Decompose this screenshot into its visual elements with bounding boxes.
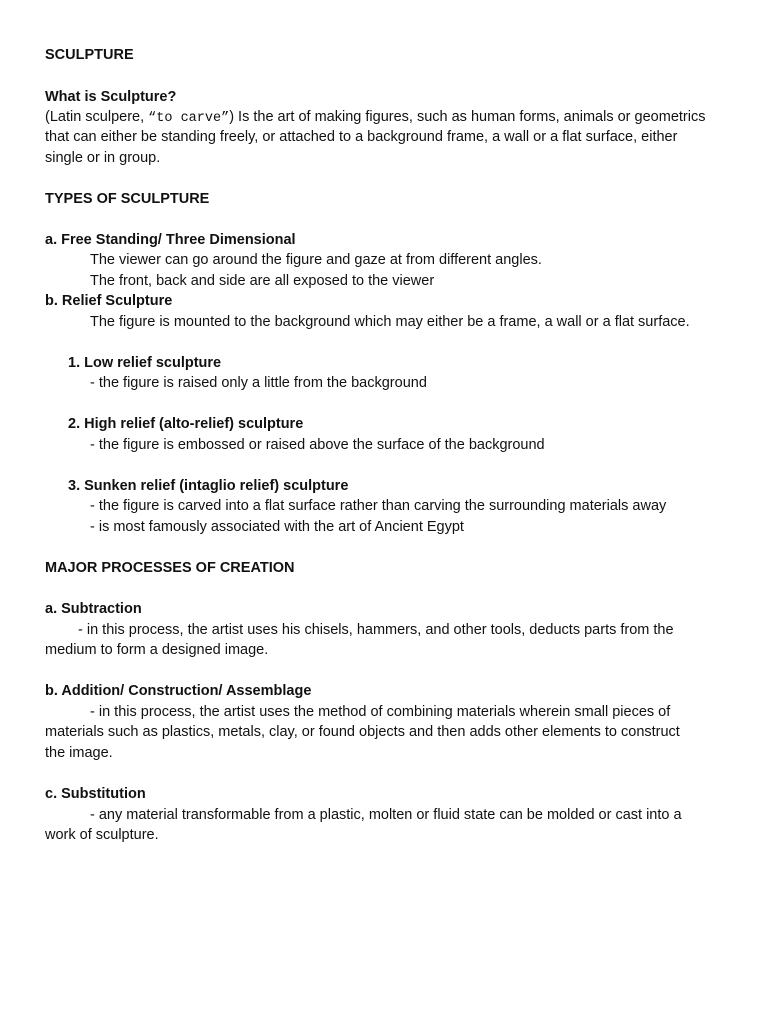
processes-heading: MAJOR PROCESSES OF CREATION	[45, 560, 295, 576]
intro-line-3: single or in group.	[45, 150, 161, 166]
intro-line-1	[45, 107, 705, 129]
sunken-relief-line-1: - the figure is carved into a flat surface rather than carving the surrounding materials away	[90, 498, 667, 514]
substitution-line-1: - any material transformable from a plastic, molten or fluid state can be molded or cast into a	[90, 807, 682, 823]
addition-line-3: the image.	[45, 745, 113, 761]
substitution-line-2: work of sculpture.	[45, 827, 159, 843]
subtraction-line-1: - in this process, the artist uses his chisels, hammers, and other tools, deducts parts from the	[78, 622, 674, 638]
free-standing-line-2: The front, back and side are all exposed to the viewer	[90, 273, 435, 289]
subtraction-line-2: medium to form a designed image.	[45, 642, 269, 658]
sunken-relief-line-2: - is most famously associated with the art of Ancient Egypt	[90, 519, 464, 535]
relief-line-1: The figure is mounted to the background which may either be a frame, a wall or a flat surface.	[90, 314, 690, 330]
relief-heading: b. Relief Sculpture	[45, 293, 173, 309]
substitution-heading: c. Substitution	[45, 786, 146, 802]
subtraction-heading: a. Subtraction	[45, 601, 142, 617]
types-heading: TYPES OF SCULPTURE	[45, 191, 210, 207]
addition-line-2: materials such as plastics, metals, clay, or found objects and then adds other elements to construct	[45, 724, 680, 740]
addition-heading: b. Addition/ Construction/ Assemblage	[45, 683, 312, 699]
high-relief-heading: 2. High relief (alto-relief) sculpture	[68, 416, 304, 432]
intro-prefix: (Latin sculpere,	[45, 109, 149, 125]
low-relief-line-1: - the figure is raised only a little from the background	[90, 375, 427, 391]
intro-suffix: ) Is the art of making figures, such as human forms, animals or geometrics	[229, 109, 706, 125]
what-is-sculpture-heading: What is Sculpture?	[45, 89, 177, 105]
low-relief-heading: 1. Low relief sculpture	[68, 355, 222, 371]
free-standing-line-1: The viewer can go around the figure and gaze at from different angles.	[90, 252, 542, 268]
high-relief-line-1: - the figure is embossed or raised above the surface of the background	[90, 437, 545, 453]
document-title: SCULPTURE	[45, 47, 134, 63]
sunken-relief-heading: 3. Sunken relief (intaglio relief) sculpture	[68, 478, 349, 494]
free-standing-heading: a. Free Standing/ Three Dimensional	[45, 232, 296, 248]
intro-line-2: that can either be standing freely, or attached to a background frame, a wall or a flat surface, either	[45, 129, 678, 145]
addition-line-1: - in this process, the artist uses the method of combining materials wherein small pieces of	[90, 704, 671, 720]
intro-quote: “to carve”	[148, 111, 230, 126]
